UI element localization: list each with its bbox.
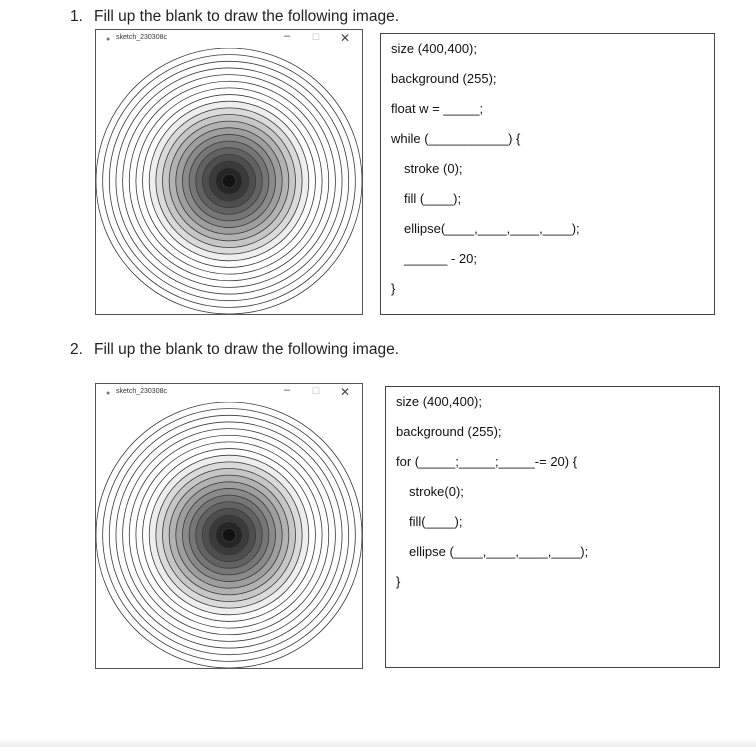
sketch-window-1	[95, 29, 363, 315]
window-titlebar	[96, 30, 362, 48]
code-line: float w = _____;	[391, 101, 484, 116]
concentric-ring	[222, 528, 235, 541]
code-line: for (_____;_____;_____-= 20) {	[396, 454, 578, 469]
question-number: 2.	[70, 341, 83, 358]
minimize-icon[interactable]: –	[283, 30, 290, 42]
window-titlebar	[96, 384, 362, 402]
question-text: Fill up the blank to draw the following image.	[94, 8, 399, 25]
code-box-2	[385, 386, 720, 668]
code-line: ______ - 20;	[404, 251, 478, 266]
minimize-icon[interactable]: –	[283, 384, 290, 396]
window-title: sketch_230308c	[116, 34, 167, 41]
code-line: size (400,400);	[396, 394, 482, 409]
question-2-prompt	[70, 341, 399, 359]
maximize-icon[interactable]: ☐	[311, 32, 320, 42]
code-line: fill (____);	[404, 191, 462, 206]
window-title: sketch_230308c	[116, 388, 167, 395]
concentric-circles-canvas	[96, 402, 362, 668]
code-line: background (255);	[396, 424, 502, 439]
code-box-1	[380, 33, 715, 315]
code-line: }	[396, 574, 401, 589]
page-footer-shadow	[0, 739, 756, 747]
maximize-icon[interactable]: ☐	[311, 386, 320, 396]
code-line: fill(____);	[409, 514, 463, 529]
window-dot-icon: ●	[106, 36, 111, 43]
code-line: background (255);	[391, 71, 497, 86]
close-icon[interactable]: ✕	[339, 31, 350, 45]
code-line: while (___________) {	[391, 131, 521, 146]
code-line: }	[391, 281, 396, 296]
question-number: 1.	[70, 8, 83, 25]
sketch-window-2	[95, 383, 363, 669]
code-line: stroke (0);	[404, 161, 463, 176]
code-line: ellipse(____,____,____,____);	[404, 221, 580, 236]
concentric-ring	[222, 174, 235, 187]
window-dot-icon: ●	[106, 390, 111, 397]
question-text: Fill up the blank to draw the following image.	[94, 341, 399, 358]
code-line: ellipse (____,____,____,____);	[409, 544, 589, 559]
question-1-prompt	[70, 8, 399, 26]
concentric-circles-canvas	[96, 48, 362, 314]
code-line: size (400,400);	[391, 41, 477, 56]
code-line: stroke(0);	[409, 484, 464, 499]
close-icon[interactable]: ✕	[339, 385, 350, 399]
